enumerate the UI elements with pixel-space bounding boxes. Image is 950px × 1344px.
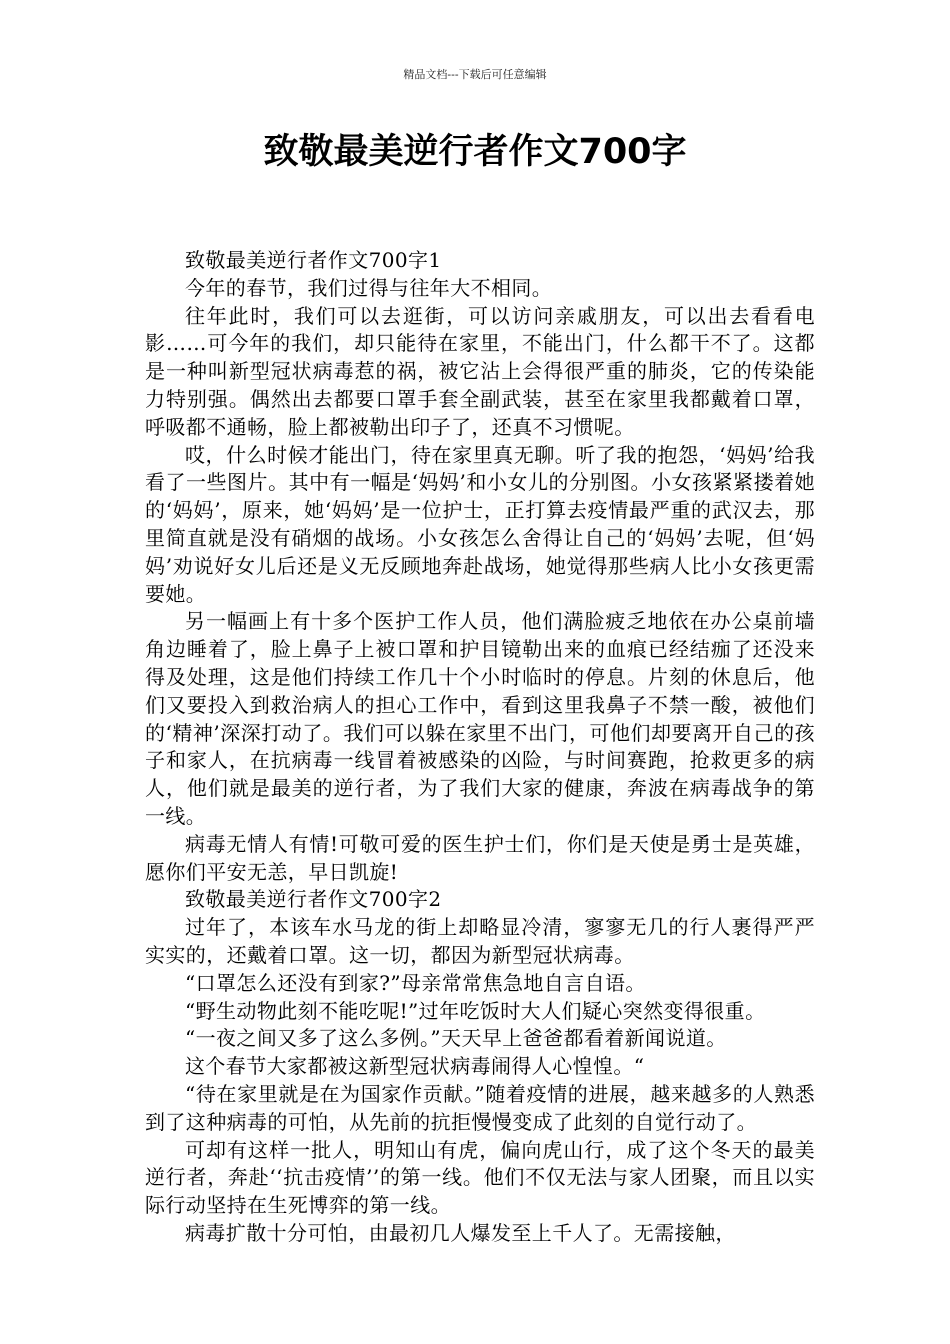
paragraph: “口罩怎么还没有到家?”母亲常常焦急地自言自语。	[185, 970, 646, 995]
paragraph: 这个春节大家都被这新型冠状病毒闹得人心惶惶。“	[185, 1054, 645, 1079]
paragraph: 过年了，本该车水马龙的街上却略显冷清，寥寥无几的行人裹得严严实实的，还戴着口罩。这一切，都因为新型冠状病毒。	[145, 915, 815, 967]
paragraph: “一夜之间又多了这么多例。”天天早上爸爸都看着新闻说道。	[185, 1026, 727, 1051]
paragraph: 今年的春节，我们过得与往年大不相同。	[185, 275, 553, 300]
paragraph: “野生动物此刻不能吃呢!”过年吃饭时大人们疑心突然变得很重。	[185, 998, 766, 1023]
document-body	[145, 247, 815, 1248]
document-title: 致敬最美逆行者作文700字	[263, 132, 687, 172]
section-heading-1: 致敬最美逆行者作文700字1	[185, 248, 442, 272]
paragraph: 另一幅画上有十多个医护工作人员，他们满脸疲乏地依在办公桌前墙角边睡着了，脸上鼻子上被口罩和护目镜勒出来的血痕已经结痂了还没来得及处理，这是他们持续工作几十个小时临时的停息。片刻的休息后，他们又要投入到救治病人的担心工作中，看到这里我鼻子不禁一酸，被他们的‘精神’深深打动了。我们可以躲在家里不出门，可他们却要离开自己的孩子和家人，在抗病毒一线冒着被感染的凶险，与时间赛跑，抢救更多的病人，他们就是最美的逆行者，为了我们大家的健康，奔波在病毒战争的第一线。	[145, 609, 815, 828]
paragraph: 哎，什么时候才能出门，待在家里真无聊。听了我的抱怨，‘妈妈’给我看了一些图片。其中有一幅是‘妈妈’和小女儿的分别图。小女孩紧紧搂着她的‘妈妈’，原来，她‘妈妈’是一位护士，正打算去疫情最严重的武汉去，那里简直就是没有硝烟的战场。小女孩怎么舍得让自己的‘妈妈’去呢，但‘妈妈’劝说好女儿后还是义无反顾地奔赴战场，她觉得那些病人比小女孩更需要她。	[145, 442, 815, 606]
paragraph: “待在家里就是在为国家作贡献。”随着疫情的进展，越来越多的人熟悉到了这种病毒的可怕，从先前的抗拒慢慢变成了此刻的自觉行动了。	[145, 1081, 815, 1134]
paragraph: 可却有这样一批人，明知山有虎，偏向虎山行，成了这个冬天的最美逆行者，奔赴‘‘抗击疫情’’的第一线。他们不仅无法与家人团聚，而且以实际行动坚持在生死博弈的第一线。	[145, 1137, 815, 1218]
paragraph: 病毒无情人有情!可敬可爱的医生护士们，你们是天使是勇士是英雄，愿你们平安无恙，早日凯旋!	[145, 831, 815, 884]
section-heading-2: 致敬最美逆行者作文700字2	[185, 887, 442, 912]
paragraph: 往年此时，我们可以去逛街，可以访问亲戚朋友，可以出去看看电影……可今年的我们，却只能待在家里，不能出门，什么都干不了。这都是一种叫新型冠状病毒惹的祸，被它沾上会得很严重的肺炎，它的传染能力特别强。偶然出去都要口罩手套全副武装，甚至在家里我都戴着口罩，呼吸都不通畅，脸上都被勒出印子了，还真不习惯呢。	[145, 303, 815, 439]
header-note: 精品文档---下载后可任意编辑	[403, 68, 547, 81]
paragraph: 病毒扩散十分可怕，由最初几人爆发至上千人了。无需接触，	[185, 1220, 736, 1245]
